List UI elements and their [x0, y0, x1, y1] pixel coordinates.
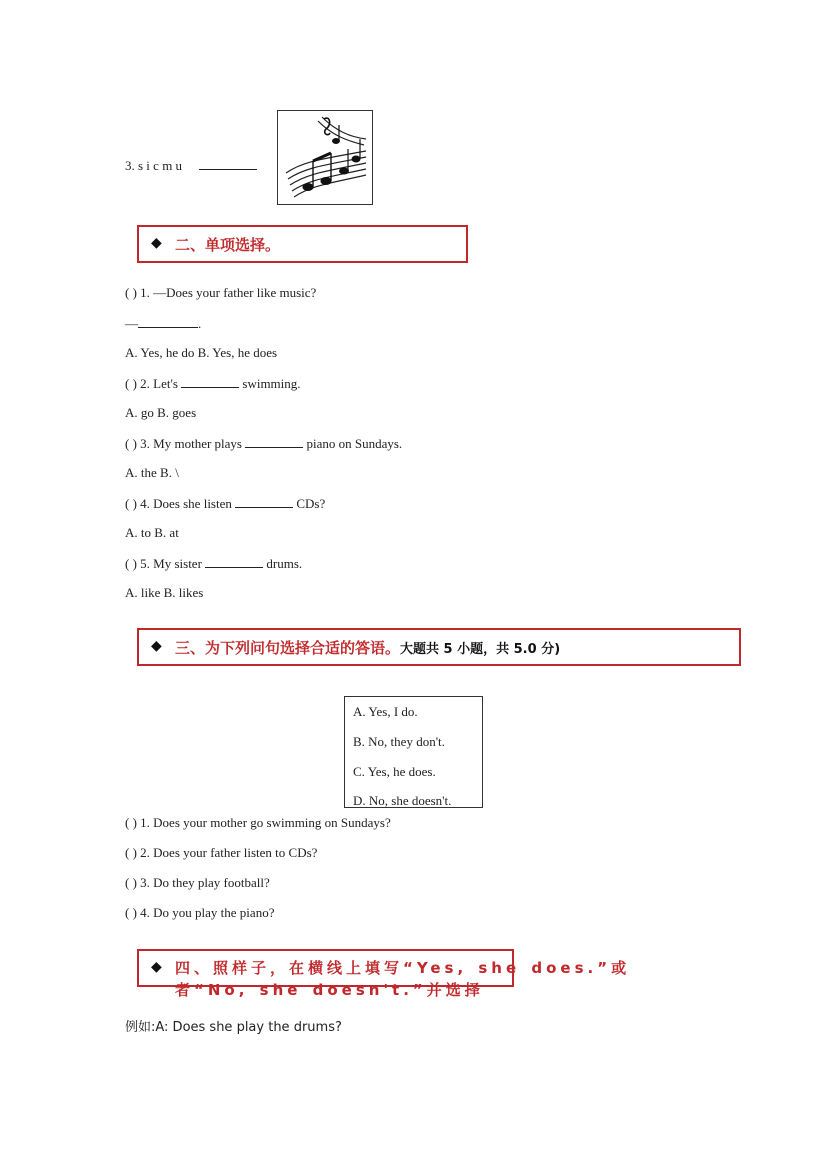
answer-blank[interactable]	[199, 157, 257, 170]
q2-text-before: ( ) 2. Let's	[125, 376, 178, 391]
section-4-header	[137, 949, 631, 999]
example-line: 例如:A: Does she play the drums?	[125, 1020, 342, 1035]
answer-option-d: D. No, she doesn't.	[353, 793, 452, 808]
music-notes-icon	[278, 111, 372, 204]
sec3-question-2: ( ) 2. Does your father listen to CDs?	[125, 845, 318, 860]
answer-options-box	[344, 696, 483, 808]
sec2-question-1: ( ) 1. —Does your father like music?	[125, 285, 317, 300]
sec2-q4-options: A. to B. at	[125, 525, 179, 540]
q3-text-after: piano on Sundays.	[306, 436, 403, 451]
sec2-q2-options: A. go B. goes	[125, 405, 197, 420]
q4-text-before: ( ) 4. Does she listen	[125, 496, 232, 511]
answer-blank[interactable]	[245, 435, 303, 448]
music-notes-image	[277, 110, 373, 205]
diamond-icon: ◆	[151, 959, 162, 975]
section-4-title: 四、照样子，在横线上填写“Yes, she does.”或者“No, she doesn't.”并选择	[175, 959, 631, 999]
section-3-title-text: 三、为下列问句选择合适的答语。	[175, 639, 401, 657]
q3-text-before: ( ) 3. My mother plays	[125, 436, 242, 451]
section-2-title: 二、单项选择。	[175, 236, 281, 254]
unscramble-item-3	[125, 157, 257, 174]
answer-option-b: B. No, they don't.	[353, 734, 445, 749]
answer-option-c: C. Yes, he does.	[353, 764, 436, 779]
unscramble-letters: 3. s i c m u	[125, 158, 183, 173]
q5-text-after: drums.	[266, 556, 303, 571]
section-2-header	[137, 225, 468, 263]
q2-text-after: swimming.	[242, 376, 301, 391]
sec2-q5-options: A. like B. likes	[125, 585, 204, 600]
period: .	[198, 316, 202, 331]
answer-blank[interactable]	[235, 495, 293, 508]
sec2-question-4	[125, 495, 325, 512]
sec2-q1-answer-line	[125, 315, 201, 332]
section-3-header	[137, 628, 741, 666]
sec3-question-4: ( ) 4. Do you play the piano?	[125, 905, 275, 920]
sec2-q1-options: A. Yes, he do B. Yes, he does	[125, 345, 278, 360]
diamond-icon: ◆	[151, 638, 162, 654]
answer-option-a: A. Yes, I do.	[353, 704, 418, 719]
diamond-icon: ◆	[151, 235, 162, 251]
sec3-question-1: ( ) 1. Does your mother go swimming on Sundays?	[125, 815, 391, 830]
sec2-question-5	[125, 555, 302, 572]
dash-prefix: —	[125, 316, 138, 331]
q4-text-after: CDs?	[296, 496, 326, 511]
q5-text-before: ( ) 5. My sister	[125, 556, 202, 571]
sec2-question-3	[125, 435, 402, 452]
sec2-q3-options: A. the B. \	[125, 465, 179, 480]
section-3-note: 大题共 5 小题，共 5.0 分)	[400, 642, 561, 657]
section-3-title	[175, 637, 560, 658]
answer-blank[interactable]	[205, 555, 263, 568]
sec3-question-3: ( ) 3. Do they play football?	[125, 875, 270, 890]
answer-blank[interactable]	[138, 315, 198, 328]
answer-blank[interactable]	[181, 375, 239, 388]
sec2-question-2	[125, 375, 301, 392]
